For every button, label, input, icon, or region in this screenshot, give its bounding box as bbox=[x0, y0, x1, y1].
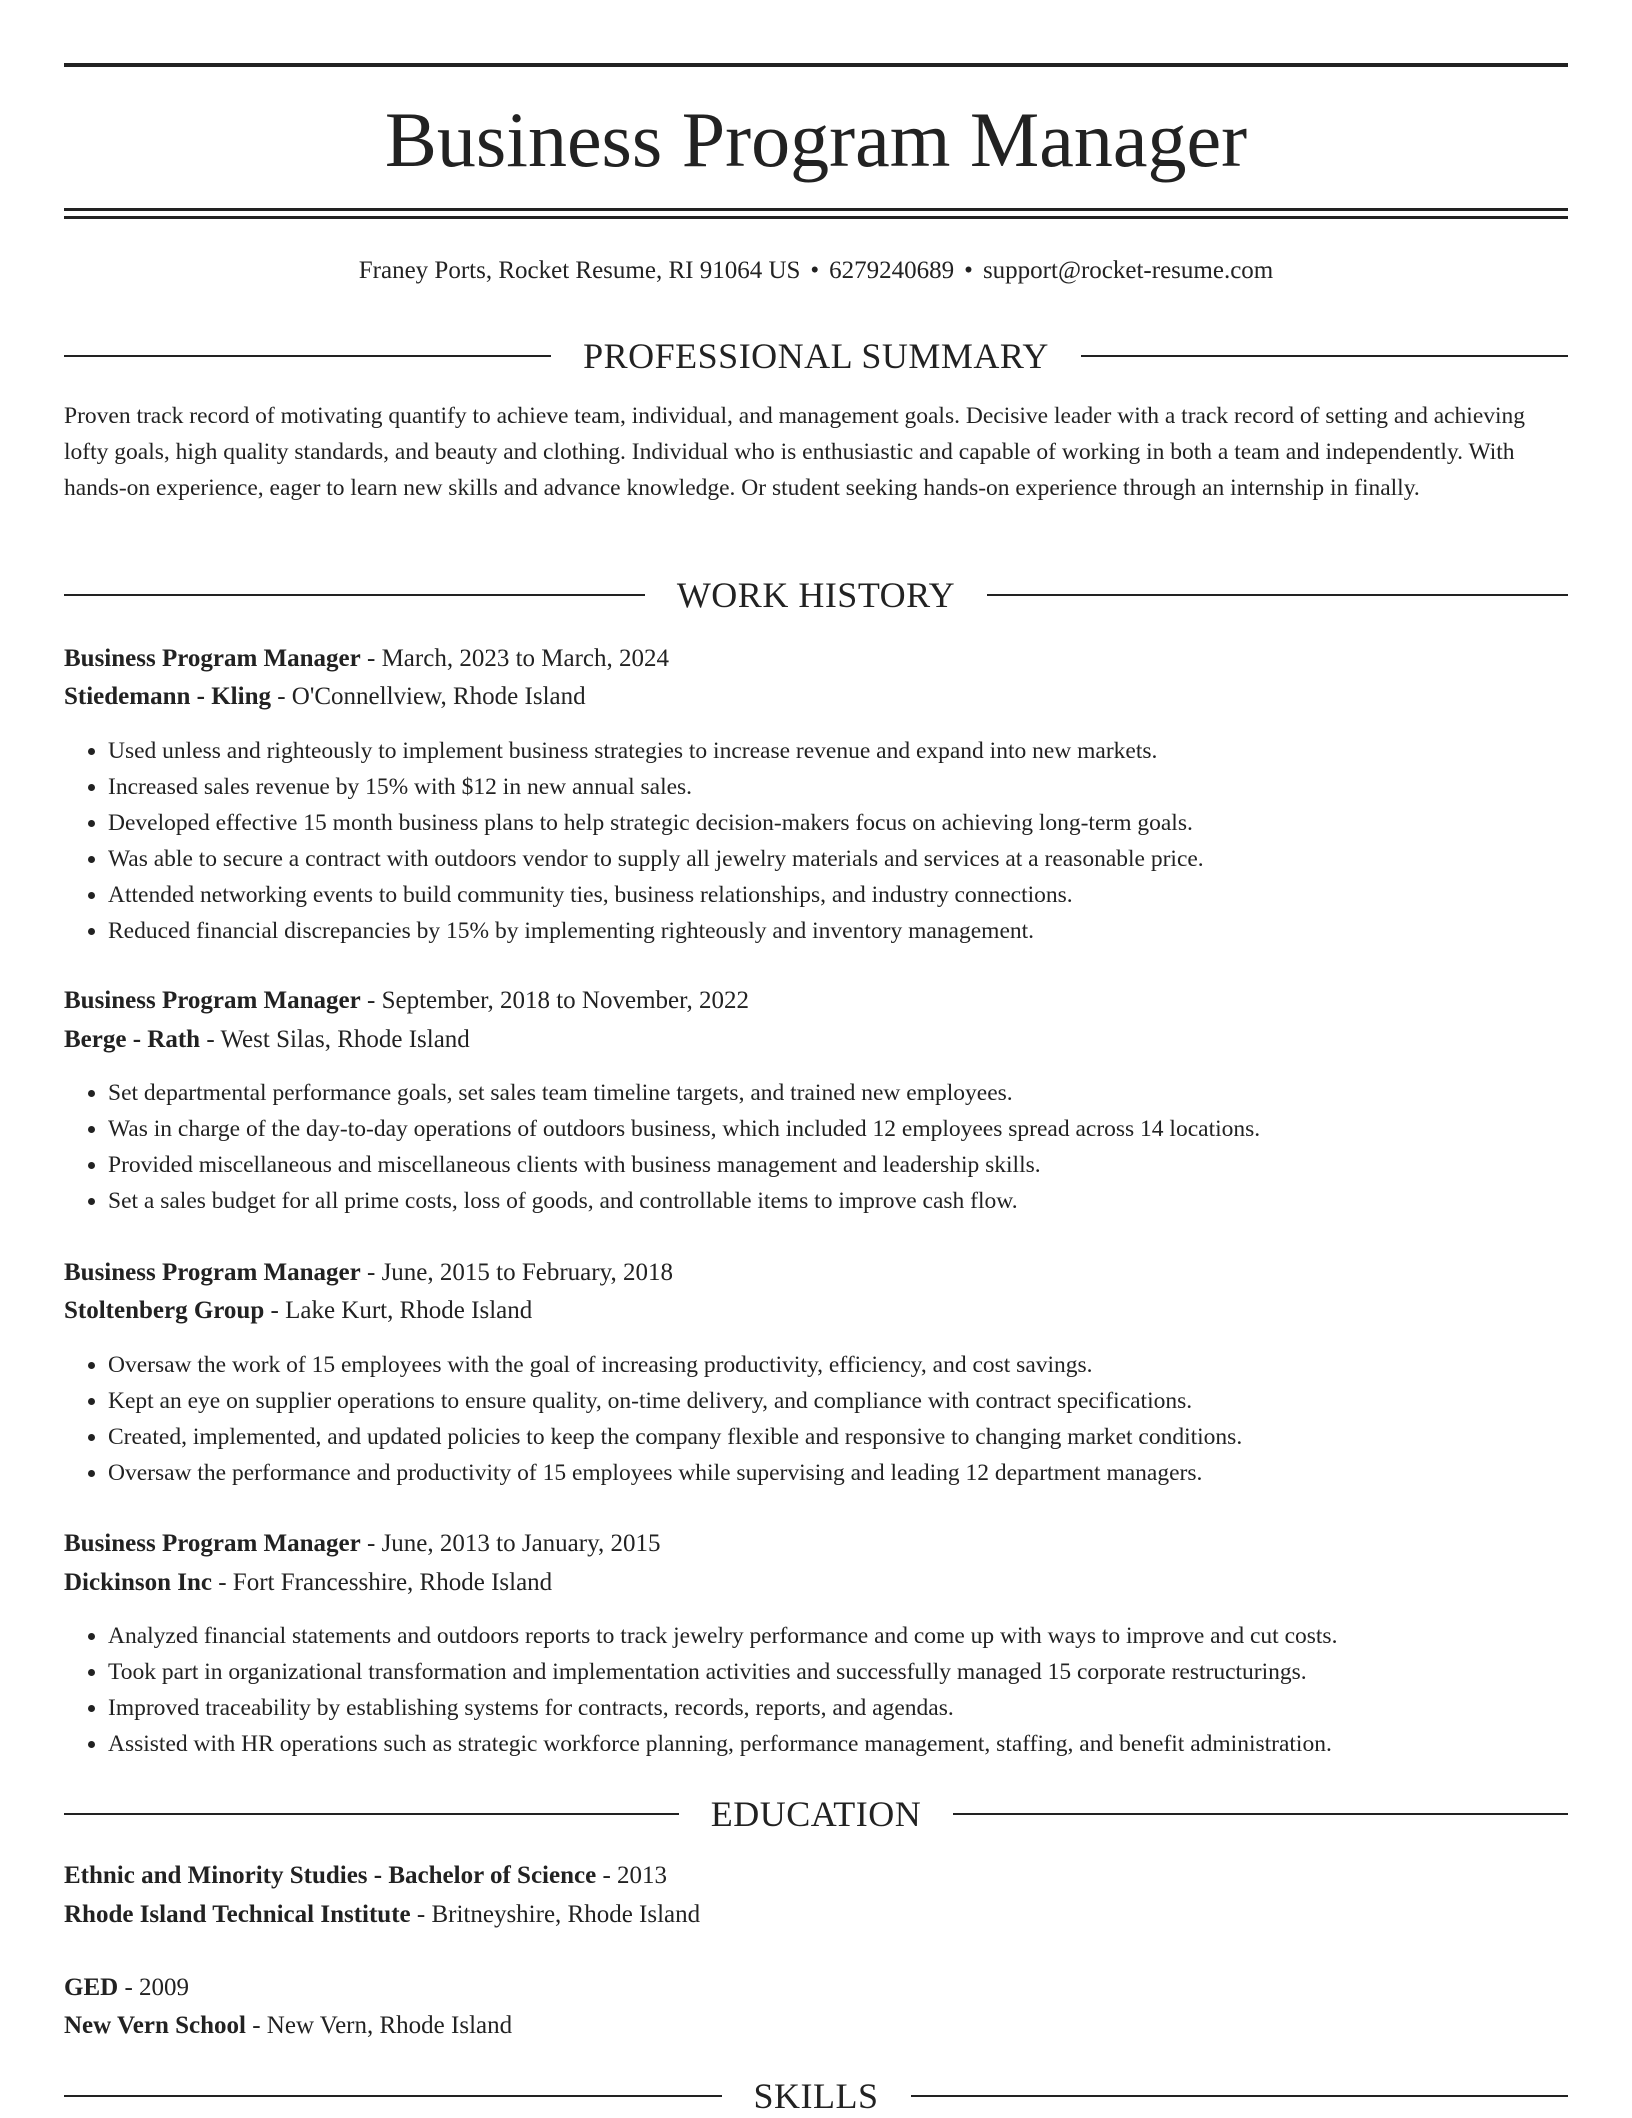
job-company: Stiedemann - Kling bbox=[64, 683, 271, 710]
education-year: - 2009 bbox=[118, 1974, 190, 2001]
education-location: - New Vern, Rhode Island bbox=[245, 2012, 513, 2039]
job-dates: - June, 2013 to January, 2015 bbox=[360, 1530, 661, 1557]
heading-rule bbox=[64, 2095, 722, 2097]
education-school-line bbox=[64, 2008, 1568, 2044]
job-bullets bbox=[64, 1618, 1568, 1762]
section-heading-education bbox=[64, 1792, 1568, 1836]
list-item: • Created, implemented, and updated policies to keep the company flexible and responsive to changing market conditions. bbox=[108, 1419, 1568, 1455]
summary-text: Proven track record of motivating quantify to achieve team, individual, and management goals. Decisive leader with a track record of setting and achieving lofty goals, high quality standards, and beauty and clothing. Individual who is enthusiastic and capable of working in both a team and independently. With hands-on experience, eager to learn new skills and advance knowledge. Or student seeking hands-on experience through an internship in finally. bbox=[64, 403, 1526, 501]
job-title-line bbox=[64, 1526, 1568, 1562]
education-year: - 2013 bbox=[596, 1862, 668, 1889]
list-item: • Set departmental performance goals, set sales team timeline targets, and trained new employees. bbox=[108, 1075, 1568, 1111]
job-title: Business Program Manager bbox=[64, 1530, 361, 1557]
list-item: • Provided miscellaneous and miscellaneous clients with business management and leadership skills. bbox=[108, 1147, 1568, 1183]
contact-info bbox=[64, 254, 1568, 288]
list-item: • Oversaw the work of 15 employees with the goal of increasing productivity, efficiency, and cost savings. bbox=[108, 1347, 1568, 1383]
job-company-line bbox=[64, 1293, 1568, 1329]
heading-rule bbox=[953, 1813, 1568, 1815]
section-heading-label: WORK HISTORY bbox=[676, 575, 956, 615]
education-school-line bbox=[64, 1897, 1568, 1933]
job-title-line bbox=[64, 983, 1568, 1019]
section-heading-label: EDUCATION bbox=[710, 1794, 922, 1834]
job-company: Dickinson Inc bbox=[64, 1569, 212, 1596]
list-item: • Improved traceability by establishing systems for contracts, records, reports, and agendas. bbox=[108, 1690, 1568, 1726]
job-location: - West Silas, Rhode Island bbox=[200, 1026, 470, 1053]
list-item: • Increased sales revenue by 15% with $12 in new annual sales. bbox=[108, 769, 1568, 805]
job-dates: - March, 2023 to March, 2024 bbox=[360, 645, 670, 672]
job-bullets bbox=[64, 733, 1568, 949]
list-item: • Was in charge of the day-to-day operations of outdoors business, which included 12 employees spread across 14 locations. bbox=[108, 1111, 1568, 1147]
list-item: • Attended networking events to build community ties, business relationships, and industry connections. bbox=[108, 877, 1568, 913]
heading-rule bbox=[987, 594, 1568, 596]
section-heading-label: SKILLS bbox=[753, 2076, 879, 2116]
list-item: • Was able to secure a contract with outdoors vendor to supply all jewelry materials and services at a reasonable price. bbox=[108, 841, 1568, 877]
contact-separator: • bbox=[964, 257, 973, 284]
page-title: Business Program Manager bbox=[384, 96, 1248, 183]
section-heading-label: PROFESSIONAL SUMMARY bbox=[583, 336, 1049, 376]
education-degree-line bbox=[64, 1970, 1568, 2006]
job-dates: - September, 2018 to November, 2022 bbox=[360, 987, 749, 1014]
job-title-line bbox=[64, 641, 1568, 677]
top-rule bbox=[64, 63, 1568, 67]
job-location: - O'Connellview, Rhode Island bbox=[270, 683, 586, 710]
education-school: Rhode Island Technical Institute bbox=[64, 1901, 411, 1928]
heading-rule bbox=[64, 1813, 679, 1815]
list-item: • Reduced financial discrepancies by 15% by implementing righteously and inventory management. bbox=[108, 913, 1568, 949]
list-item: • Developed effective 15 month business plans to help strategic decision-makers focus on achieving long-term goals. bbox=[108, 805, 1568, 841]
heading-rule bbox=[911, 2095, 1569, 2097]
heading-rule bbox=[64, 594, 645, 596]
list-item: • Assisted with HR operations such as strategic workforce planning, performance management, staffing, and benefit administration. bbox=[108, 1726, 1568, 1762]
education-degree: Ethnic and Minority Studies - Bachelor of Science bbox=[64, 1862, 597, 1889]
job-title: Business Program Manager bbox=[64, 645, 361, 672]
section-heading-summary bbox=[64, 334, 1568, 378]
education-location: - Britneyshire, Rhode Island bbox=[410, 1901, 701, 1928]
job-bullets bbox=[64, 1347, 1568, 1491]
education-degree-line bbox=[64, 1858, 1568, 1894]
heading-rule bbox=[1081, 355, 1568, 357]
job-dates: - June, 2015 to February, 2018 bbox=[360, 1259, 673, 1286]
heading-rule bbox=[64, 355, 551, 357]
list-item: • Kept an eye on supplier operations to ensure quality, on-time delivery, and compliance with contract specifications. bbox=[108, 1383, 1568, 1419]
list-item: • Set a sales budget for all prime costs, loss of goods, and controllable items to improve cash flow. bbox=[108, 1183, 1568, 1219]
education-degree: GED bbox=[64, 1974, 119, 2001]
contact-email: support@rocket-resume.com bbox=[982, 257, 1274, 284]
education-school: New Vern School bbox=[64, 2012, 246, 2039]
job-location: - Lake Kurt, Rhode Island bbox=[264, 1297, 533, 1324]
job-location: - Fort Francesshire, Rhode Island bbox=[211, 1569, 553, 1596]
job-title: Business Program Manager bbox=[64, 987, 361, 1014]
job-title: Business Program Manager bbox=[64, 1259, 361, 1286]
job-company-line bbox=[64, 1565, 1568, 1601]
list-item: • Analyzed financial statements and outdoors reports to track jewelry performance and come up with ways to improve and cut costs. bbox=[108, 1618, 1568, 1654]
contact-phone: 6279240689 bbox=[829, 257, 955, 284]
job-company-line bbox=[64, 679, 1568, 715]
job-company-line bbox=[64, 1022, 1568, 1058]
contact-separator: • bbox=[810, 257, 820, 284]
job-bullets bbox=[64, 1075, 1568, 1219]
list-item: • Used unless and righteously to implement business strategies to increase revenue and expand into new markets. bbox=[108, 733, 1568, 769]
title-rule-upper bbox=[64, 208, 1568, 211]
job-title-line bbox=[64, 1255, 1568, 1291]
section-heading-skills bbox=[64, 2074, 1568, 2118]
title-rule-lower bbox=[64, 216, 1568, 219]
contact-address: Franey Ports, Rocket Resume, RI 91064 US bbox=[358, 257, 801, 284]
job-company: Stoltenberg Group bbox=[64, 1297, 265, 1324]
job-company: Berge - Rath bbox=[64, 1026, 201, 1053]
section-heading-work-history bbox=[64, 573, 1568, 617]
list-item: • Took part in organizational transformation and implementation activities and successfully managed 15 corporate restructurings. bbox=[108, 1654, 1568, 1690]
list-item: • Oversaw the performance and productivity of 15 employees while supervising and leading 12 department managers. bbox=[108, 1455, 1568, 1491]
